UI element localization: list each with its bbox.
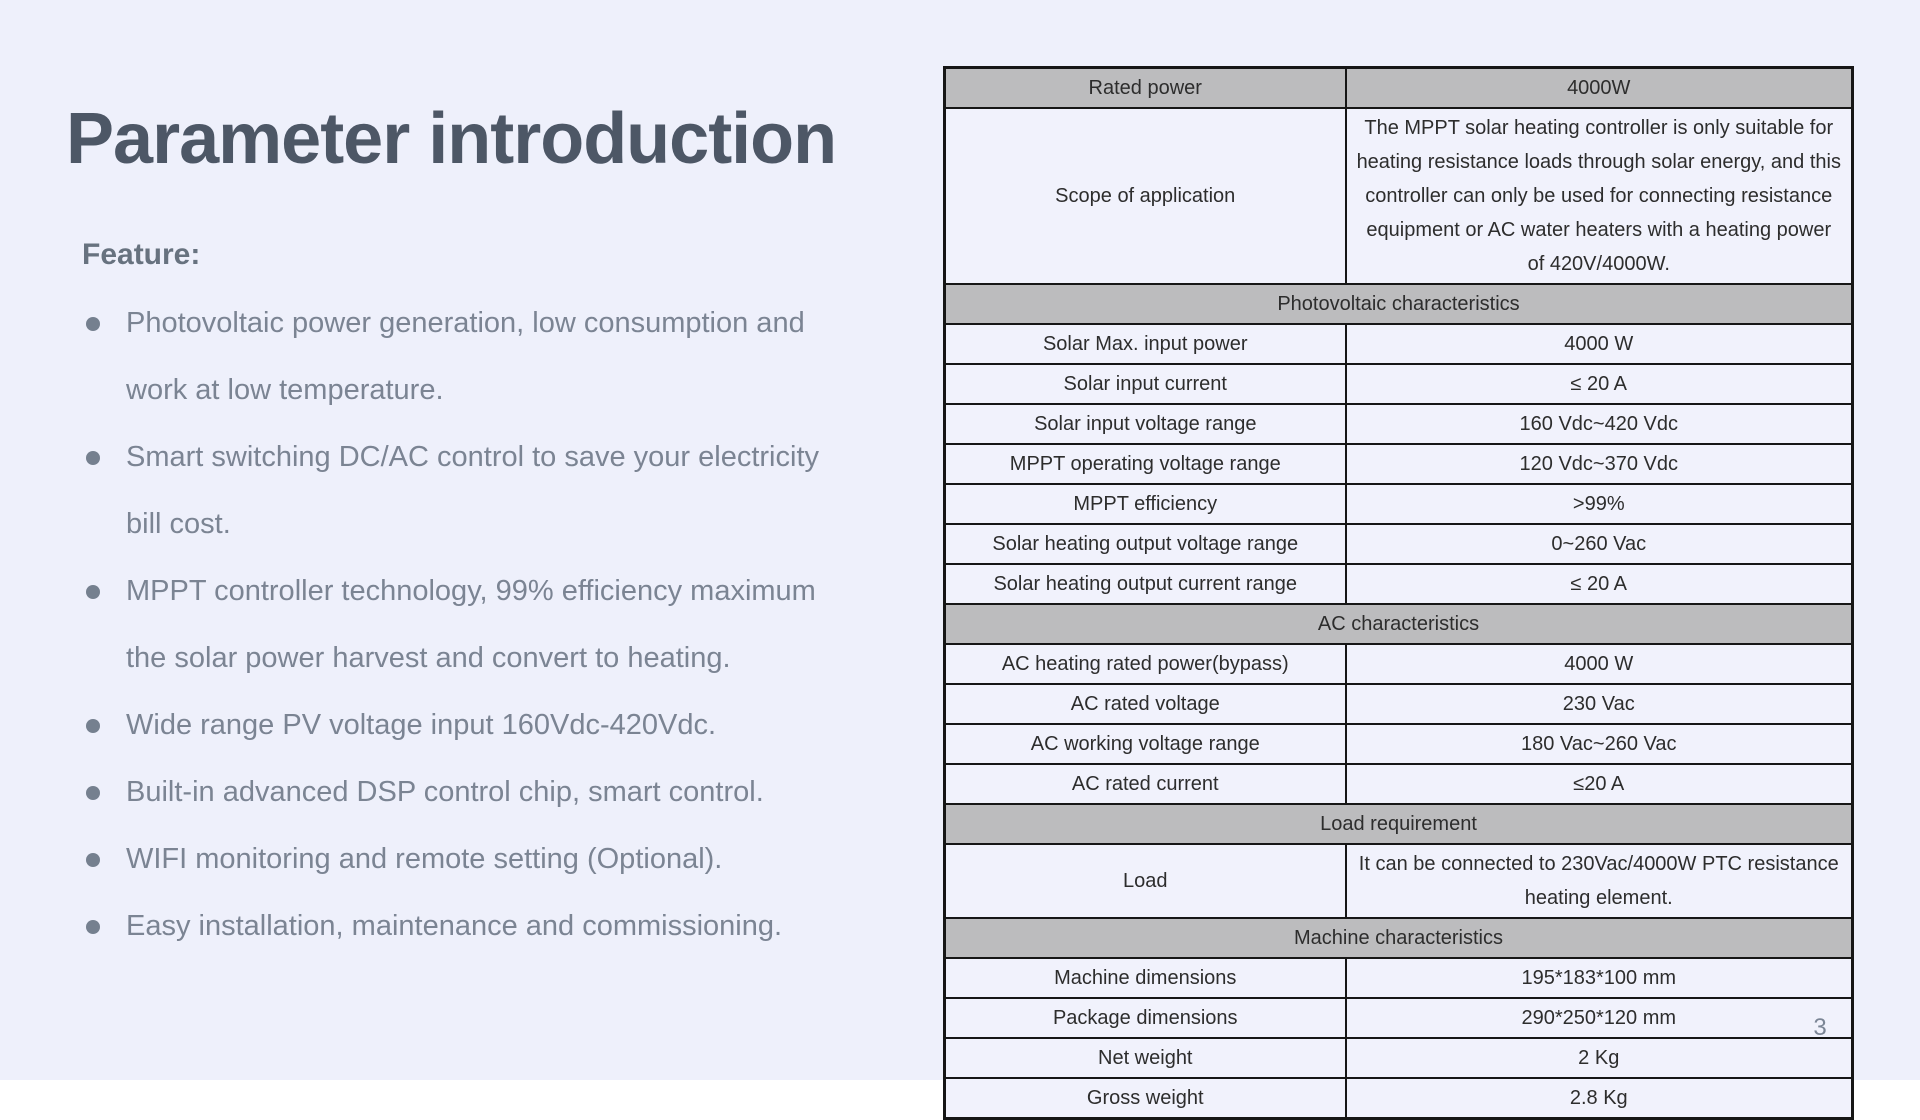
spec-label-cell: AC rated voltage bbox=[945, 684, 1346, 724]
spec-value-cell: It can be connected to 230Vac/4000W PTC resistance heating element. bbox=[1346, 844, 1853, 918]
list-item-label: Photovoltaic power generation, low consumption and work at low temperature. bbox=[126, 307, 805, 406]
spec-label-cell: Package dimensions bbox=[945, 998, 1346, 1038]
table-row bbox=[945, 444, 1853, 484]
bullet-icon bbox=[86, 585, 100, 599]
section-header-cell: Photovoltaic characteristics bbox=[945, 284, 1853, 324]
spec-value-cell: 230 Vac bbox=[1346, 684, 1853, 724]
spec-label-cell: AC rated current bbox=[945, 764, 1346, 804]
spec-table-body bbox=[945, 68, 1853, 1119]
list-item-label: MPPT controller technology, 99% efficiency maximum the solar power harvest and convert to heating. bbox=[126, 575, 816, 674]
list-item bbox=[84, 290, 834, 424]
spec-label-cell: Solar input current bbox=[945, 364, 1346, 404]
bullet-icon bbox=[86, 719, 100, 733]
table-row bbox=[945, 108, 1853, 284]
page-title: Parameter introduction bbox=[66, 99, 837, 179]
list-item bbox=[84, 826, 834, 893]
list-item bbox=[84, 759, 834, 826]
table-row bbox=[945, 524, 1853, 564]
list-item bbox=[84, 692, 834, 759]
list-item-label: Easy installation, maintenance and commissioning. bbox=[126, 910, 783, 942]
page-number: 3 bbox=[1813, 1014, 1827, 1041]
spec-label-cell: AC heating rated power(bypass) bbox=[945, 644, 1346, 684]
table-row bbox=[945, 324, 1853, 364]
list-item bbox=[84, 424, 834, 558]
bullet-icon bbox=[86, 317, 100, 331]
table-row bbox=[945, 404, 1853, 444]
bullet-icon bbox=[86, 451, 100, 465]
spec-value-cell: The MPPT solar heating controller is only suitable for heating resistance loads through solar energy, and this controller can only be used for connecting resistance equipment or AC water heaters with a heating power of 420V/4000W. bbox=[1346, 108, 1853, 284]
spec-value-cell: ≤ 20 A bbox=[1346, 364, 1853, 404]
table-row bbox=[945, 284, 1853, 324]
feature-list bbox=[84, 290, 834, 960]
table-row bbox=[945, 484, 1853, 524]
table-row bbox=[945, 564, 1853, 604]
bullet-icon bbox=[86, 853, 100, 867]
spec-value-cell: 4000 W bbox=[1346, 324, 1853, 364]
spec-label-cell: Load bbox=[945, 844, 1346, 918]
table-row bbox=[945, 804, 1853, 844]
spec-value-cell: ≤ 20 A bbox=[1346, 564, 1853, 604]
spec-label-cell: Solar input voltage range bbox=[945, 404, 1346, 444]
list-item bbox=[84, 893, 834, 960]
spec-value-cell: 2 Kg bbox=[1346, 1038, 1853, 1078]
spec-value-cell: 290*250*120 mm bbox=[1346, 998, 1853, 1038]
spec-value-cell: 180 Vac~260 Vac bbox=[1346, 724, 1853, 764]
table-row bbox=[945, 68, 1853, 109]
spec-value-cell: >99% bbox=[1346, 484, 1853, 524]
spec-value-cell: ≤20 A bbox=[1346, 764, 1853, 804]
list-item-label: WIFI monitoring and remote setting (Optional). bbox=[126, 843, 723, 875]
table-row bbox=[945, 1078, 1853, 1119]
table-row bbox=[945, 684, 1853, 724]
bullet-icon bbox=[86, 786, 100, 800]
spec-table bbox=[943, 66, 1854, 1120]
spec-label-cell: Solar Max. input power bbox=[945, 324, 1346, 364]
table-row bbox=[945, 918, 1853, 958]
section-header-cell: AC characteristics bbox=[945, 604, 1853, 644]
spec-value-cell: 195*183*100 mm bbox=[1346, 958, 1853, 998]
spec-label-cell: MPPT operating voltage range bbox=[945, 444, 1346, 484]
spec-value-cell: 2.8 Kg bbox=[1346, 1078, 1853, 1119]
spec-value-cell: 120 Vdc~370 Vdc bbox=[1346, 444, 1853, 484]
list-item-label: Smart switching DC/AC control to save your electricity bill cost. bbox=[126, 441, 819, 540]
spec-value-cell: 0~260 Vac bbox=[1346, 524, 1853, 564]
spec-label-cell: Net weight bbox=[945, 1038, 1346, 1078]
spec-label-cell: Solar heating output voltage range bbox=[945, 524, 1346, 564]
feature-heading: Feature: bbox=[82, 238, 201, 271]
spec-label-cell: Rated power bbox=[945, 68, 1346, 109]
table-row bbox=[945, 998, 1853, 1038]
section-header-cell: Machine characteristics bbox=[945, 918, 1853, 958]
section-header-cell: Load requirement bbox=[945, 804, 1853, 844]
spec-label-cell: AC working voltage range bbox=[945, 724, 1346, 764]
list-item-label: Wide range PV voltage input 160Vdc-420Vdc. bbox=[126, 709, 717, 741]
spec-value-cell: 4000W bbox=[1346, 68, 1853, 109]
table-row bbox=[945, 764, 1853, 804]
spec-value-cell: 4000 W bbox=[1346, 644, 1853, 684]
table-row bbox=[945, 958, 1853, 998]
table-row bbox=[945, 724, 1853, 764]
spec-value-cell: 160 Vdc~420 Vdc bbox=[1346, 404, 1853, 444]
table-row bbox=[945, 604, 1853, 644]
table-row bbox=[945, 364, 1853, 404]
spec-label-cell: Scope of application bbox=[945, 108, 1346, 284]
table-row bbox=[945, 644, 1853, 684]
bullet-icon bbox=[86, 920, 100, 934]
table-row bbox=[945, 1038, 1853, 1078]
spec-label-cell: Machine dimensions bbox=[945, 958, 1346, 998]
list-item bbox=[84, 558, 834, 692]
spec-label-cell: Solar heating output current range bbox=[945, 564, 1346, 604]
table-row bbox=[945, 844, 1853, 918]
list-item-label: Built-in advanced DSP control chip, smart control. bbox=[126, 776, 764, 808]
spec-label-cell: MPPT efficiency bbox=[945, 484, 1346, 524]
spec-label-cell: Gross weight bbox=[945, 1078, 1346, 1119]
